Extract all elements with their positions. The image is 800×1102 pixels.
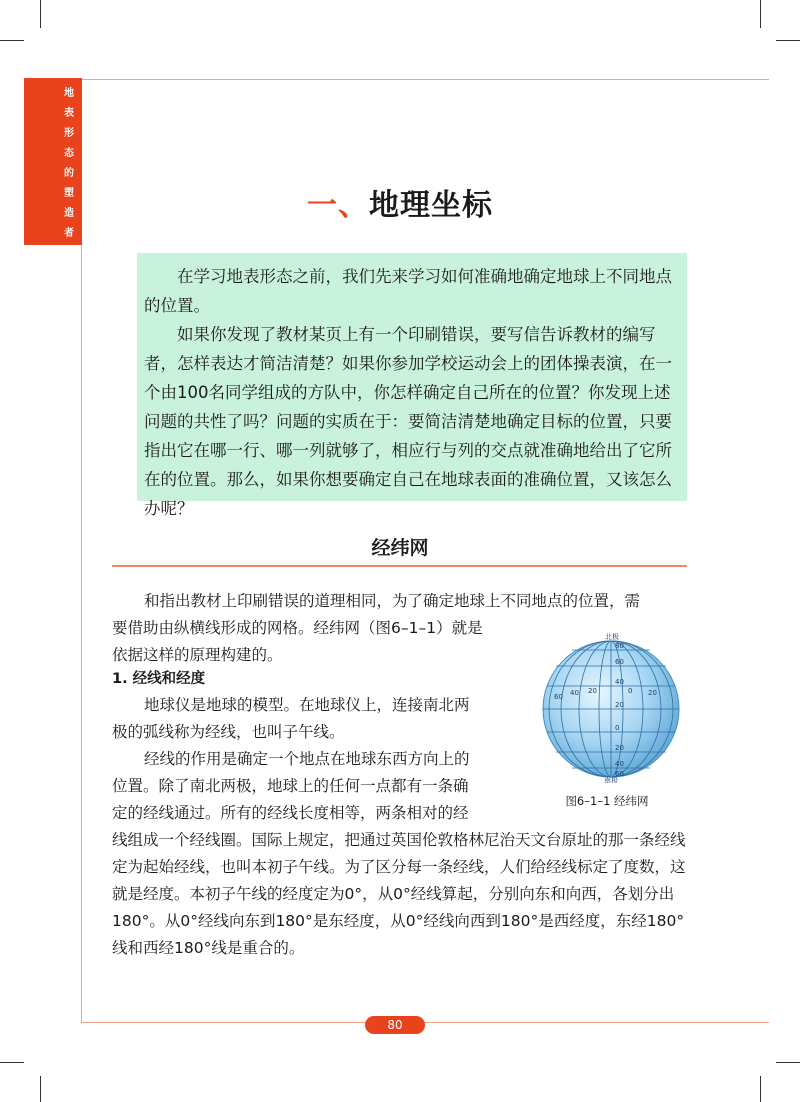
left-border-rule	[81, 245, 82, 1023]
longitude-label: 60	[554, 693, 563, 701]
title-number: 一、	[307, 188, 369, 223]
latitude-label: 40	[615, 678, 624, 686]
crop-mark	[776, 1062, 800, 1063]
body-line: 位置。除了南北两极，地球上的任何一点都有一条确	[112, 777, 469, 795]
chapter-char: 表	[64, 108, 74, 119]
longitude-label: 40	[570, 689, 579, 697]
chapter-char: 形	[64, 128, 74, 139]
crop-mark	[760, 0, 761, 28]
bottom-border-rule	[81, 1022, 769, 1023]
body-line: 定的经线通过。所有的经线长度相等，两条相对的经	[112, 804, 469, 822]
intro-paragraph: 在学习地表形态之前，我们先来学习如何准确地确定地球上不同地点的位置。	[144, 267, 672, 315]
longitude-label: 20	[588, 687, 597, 695]
chapter-char: 者	[64, 228, 74, 239]
figure-caption: 图6–1–1 经纬网	[565, 794, 649, 808]
crop-mark	[40, 0, 41, 28]
latitude-label: 0	[615, 724, 620, 732]
top-border-rule	[82, 79, 769, 80]
latitude-label: 80	[615, 642, 624, 650]
body-line: 地球仪是地球的模型。在地球仪上，连接南北两	[144, 696, 470, 714]
body-line: 极的弧线称为经线，也叫子午线。	[112, 723, 345, 741]
section-rule	[112, 565, 687, 567]
body-line: 要借助由纵横线形成的网格。经纬网（图6–1–1）就是	[112, 619, 483, 637]
body-line: 依据这样的原理构建的。	[112, 646, 283, 664]
latitude-label: 20	[615, 744, 624, 752]
chapter-char: 地	[64, 88, 74, 99]
north-pole-label: 北极	[605, 633, 619, 641]
subsection-heading: 1. 经线和经度	[112, 671, 206, 687]
latitude-label: 60	[615, 770, 624, 778]
crop-mark	[776, 40, 800, 41]
crop-mark	[0, 1062, 24, 1063]
globe-illustration	[532, 633, 690, 783]
longitude-label: 0	[628, 687, 633, 695]
chapter-char: 态	[64, 148, 74, 159]
crop-mark	[0, 40, 24, 41]
latitude-label: 40	[615, 760, 624, 768]
body-line: 和指出教材上印刷错误的道理相同，为了确定地球上不同地点的位置，需	[144, 592, 641, 610]
page-number: 80	[365, 1016, 425, 1034]
crop-mark	[40, 1076, 41, 1102]
page-title	[0, 180, 800, 224]
graticule-figure	[532, 633, 690, 783]
south-pole-label: 南极	[604, 777, 618, 783]
latitude-label: 20	[615, 701, 624, 709]
latitude-label: 60	[615, 658, 624, 666]
longitude-label: 20	[648, 689, 657, 697]
intro-text	[144, 262, 682, 523]
intro-paragraph: 如果你发现了教材某页上有一个印刷错误，要写信告诉教材的编写者，怎样表达才简洁清楚？如果你参加学校运动会上的团体操表演，在一个由100名同学组成的方队中，你怎样确定自己所在的位置？你发现上述问题的共性了吗？问题的实质在于：要简洁清楚地确定目标的位置，只要指出它在哪一行、哪一列就够了，相应行与列的交点就准确地给出了它所在的位置。那么，如果你想要确定自己在地球表面的准确位置，又该怎么办呢？	[144, 325, 672, 518]
section-heading: 经纬网	[371, 537, 429, 559]
chapter-char: 的	[64, 168, 74, 179]
body-line: 经线的作用是确定一个地点在地球东西方向上的	[144, 750, 470, 768]
body-paragraph: 线组成一个经线圈。国际上规定，把通过英国伦敦格林尼治天文台原址的那一条经线定为起始经线，也叫本初子午线。为了区分每一条经线，人们给经线标定了度数，这就是经度。本初子午线的经度定为0°，从0°经线算起，分别向东和向西，各划分出180°。从0°经线向东到180°是东经度，从0°经线向西到180°是西经度，东经180°线和西经180°线是重合的。	[112, 831, 686, 957]
chapter-char: 造	[64, 208, 74, 219]
title-text: 地理坐标	[369, 188, 493, 223]
crop-mark	[760, 1076, 761, 1102]
chapter-char: 塑	[64, 188, 74, 199]
